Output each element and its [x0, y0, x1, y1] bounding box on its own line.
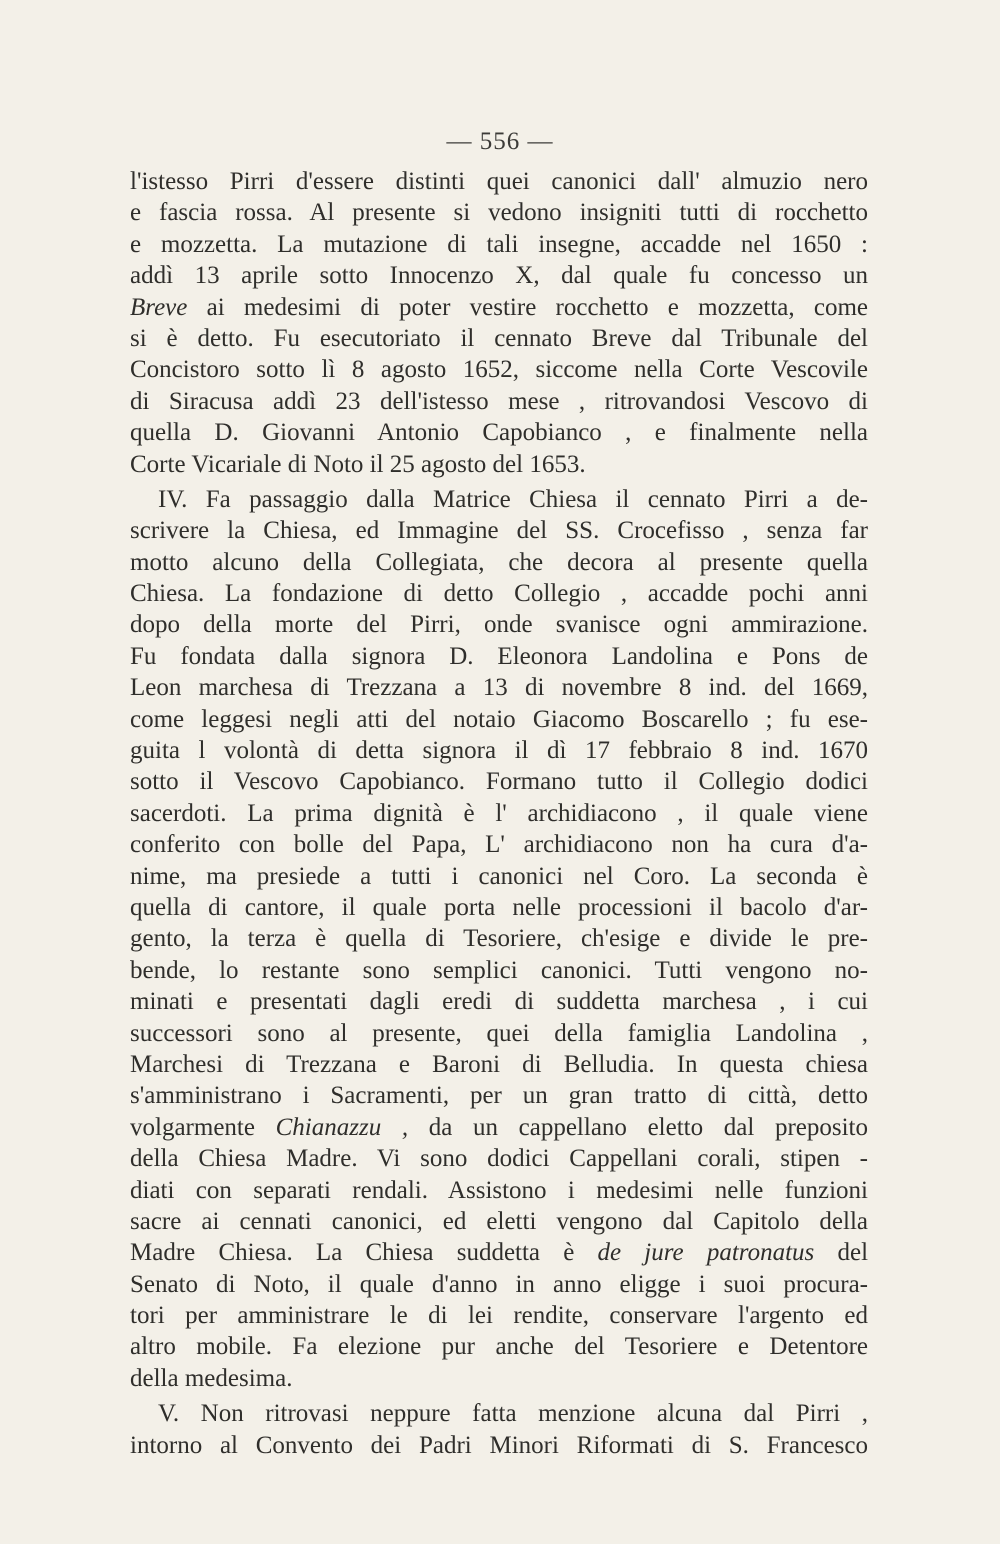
- text-line: [130, 1398, 868, 1429]
- text-line: motto alcuno della Collegiata, che decora al presente quella: [130, 548, 868, 576]
- text-line: Concistoro sotto lì 8 agosto 1652, siccome nella Corte Vescovile: [130, 356, 868, 384]
- text-fragment: Madre Chiesa. La Chiesa suddetta è: [130, 1239, 575, 1267]
- text-line: [130, 1112, 868, 1143]
- text-line: tori per amministrare le di lei rendite, conservare l'argento ed: [130, 1302, 868, 1330]
- text-line: l'istesso Pirri d'essere distinti quei canonici dall' almuzio nero: [130, 168, 868, 195]
- text-line: Fu fondata dalla signora D. Eleonora Landolina e Pons de: [130, 642, 868, 670]
- text-line: [130, 292, 868, 323]
- text-fragment: del: [837, 1239, 868, 1267]
- text-line: gento, la terza è quella di Tesoriere, ch'esige e divide le pre-: [130, 925, 868, 953]
- text-line: scrivere la Chiesa, ed Immagine del SS. Crocefisso , senza far: [130, 517, 868, 545]
- text-line: della medesima.: [130, 1364, 293, 1392]
- text-line: sotto il Vescovo Capobianco. Formano tutto il Collegio dodici: [130, 768, 868, 796]
- text-line: [130, 484, 868, 515]
- text-line: [130, 1237, 868, 1268]
- text-line: s'amministrano i Sacramenti, per un gran tratto di città, detto: [130, 1082, 868, 1110]
- italic-phrase-de-jure-patronatus: de jure patronatus: [597, 1239, 815, 1267]
- text-line: Leon marchesa di Trezzana a 13 di novembre 8 ind. del 1669,: [130, 674, 868, 702]
- body-text: [130, 166, 868, 1461]
- text-line: di Siracusa addì 23 dell'istesso mese , ritrovandosi Vescovo di: [130, 387, 868, 415]
- text-line: bende, lo restante sono semplici canonici. Tutti vengono no-: [130, 956, 868, 984]
- paragraph-iv-start: IV. Fa passaggio dalla Matrice Chiesa il cennato Pirri a de-: [158, 485, 868, 513]
- text-fragment: volgarmente: [130, 1113, 255, 1141]
- text-line: nime, ma presiede a tutti i canonici nel Coro. La seconda è: [130, 862, 868, 890]
- text-line: sacerdoti. La prima dignità è l' archidiacono , il quale viene: [130, 799, 868, 827]
- text-line: minati e presentati dagli eredi di suddetta marchesa , i cui: [130, 988, 868, 1016]
- text-line: dopo della morte del Pirri, onde svanisce ogni ammirazione.: [130, 611, 868, 639]
- text-line: addì 13 aprile sotto Innocenzo X, dal quale fu concesso un: [130, 262, 868, 290]
- text-line: Chiesa. La fondazione di detto Collegio , accadde pochi anni: [130, 580, 868, 608]
- page-number: — 556 —: [446, 128, 554, 155]
- text-fragment: da un cappellano eletto dal preposito: [428, 1113, 868, 1141]
- italic-word-breve: Breve: [130, 293, 188, 321]
- text-line: conferito con bolle del Papa, L' archidiacono non ha cura d'a-: [130, 831, 868, 859]
- text-line: intorno al Convento dei Padri Minori Riformati di S. Francesco: [130, 1431, 868, 1459]
- text-line: quella D. Giovanni Antonio Capobianco , e finalmente nella: [130, 419, 868, 447]
- text-line: Senato di Noto, il quale d'anno in anno eligge i suoi procura-: [130, 1270, 868, 1298]
- italic-word-chianazzu: Chianazzu ,: [275, 1113, 409, 1141]
- text-line: come leggesi negli atti del notaio Giacomo Boscarello ; fu ese-: [130, 705, 868, 733]
- text-line: altro mobile. Fa elezione pur anche del Tesoriere e Detentore: [130, 1333, 868, 1361]
- text-line: e fascia rossa. Al presente si vedono insigniti tutti di rocchetto: [130, 199, 868, 227]
- text-line: successori sono al presente, quei della famiglia Landolina ,: [130, 1019, 868, 1047]
- text-line: guita l volontà di detta signora il dì 17 febbraio 8 ind. 1670: [130, 737, 868, 765]
- paragraph-v-start: V. Non ritrovasi neppure fatta menzione alcuna dal Pirri ,: [158, 1400, 868, 1428]
- text-line: si è detto. Fu esecutoriato il cennato Breve dal Tribunale del: [130, 324, 868, 352]
- text-line: diati con separati rendali. Assistono i medesimi nelle funzioni: [130, 1176, 868, 1204]
- text-fragment: ai medesimi di poter vestire rocchetto e mozzetta, come: [206, 293, 868, 321]
- text-line: Corte Vicariale di Noto il 25 agosto del 1653.: [130, 450, 586, 478]
- text-line: Marchesi di Trezzana e Baroni di Belludia. In questa chiesa: [130, 1050, 868, 1078]
- text-line: sacre ai cennati canonici, ed eletti vengono dal Capitolo della: [130, 1207, 868, 1235]
- text-line: della Chiesa Madre. Vi sono dodici Cappellani corali, stipen -: [130, 1145, 868, 1173]
- text-line: quella di cantore, il quale porta nelle processioni il bacolo d'ar-: [130, 893, 868, 921]
- text-line: e mozzetta. La mutazione di tali insegne, accadde nel 1650 :: [130, 230, 868, 258]
